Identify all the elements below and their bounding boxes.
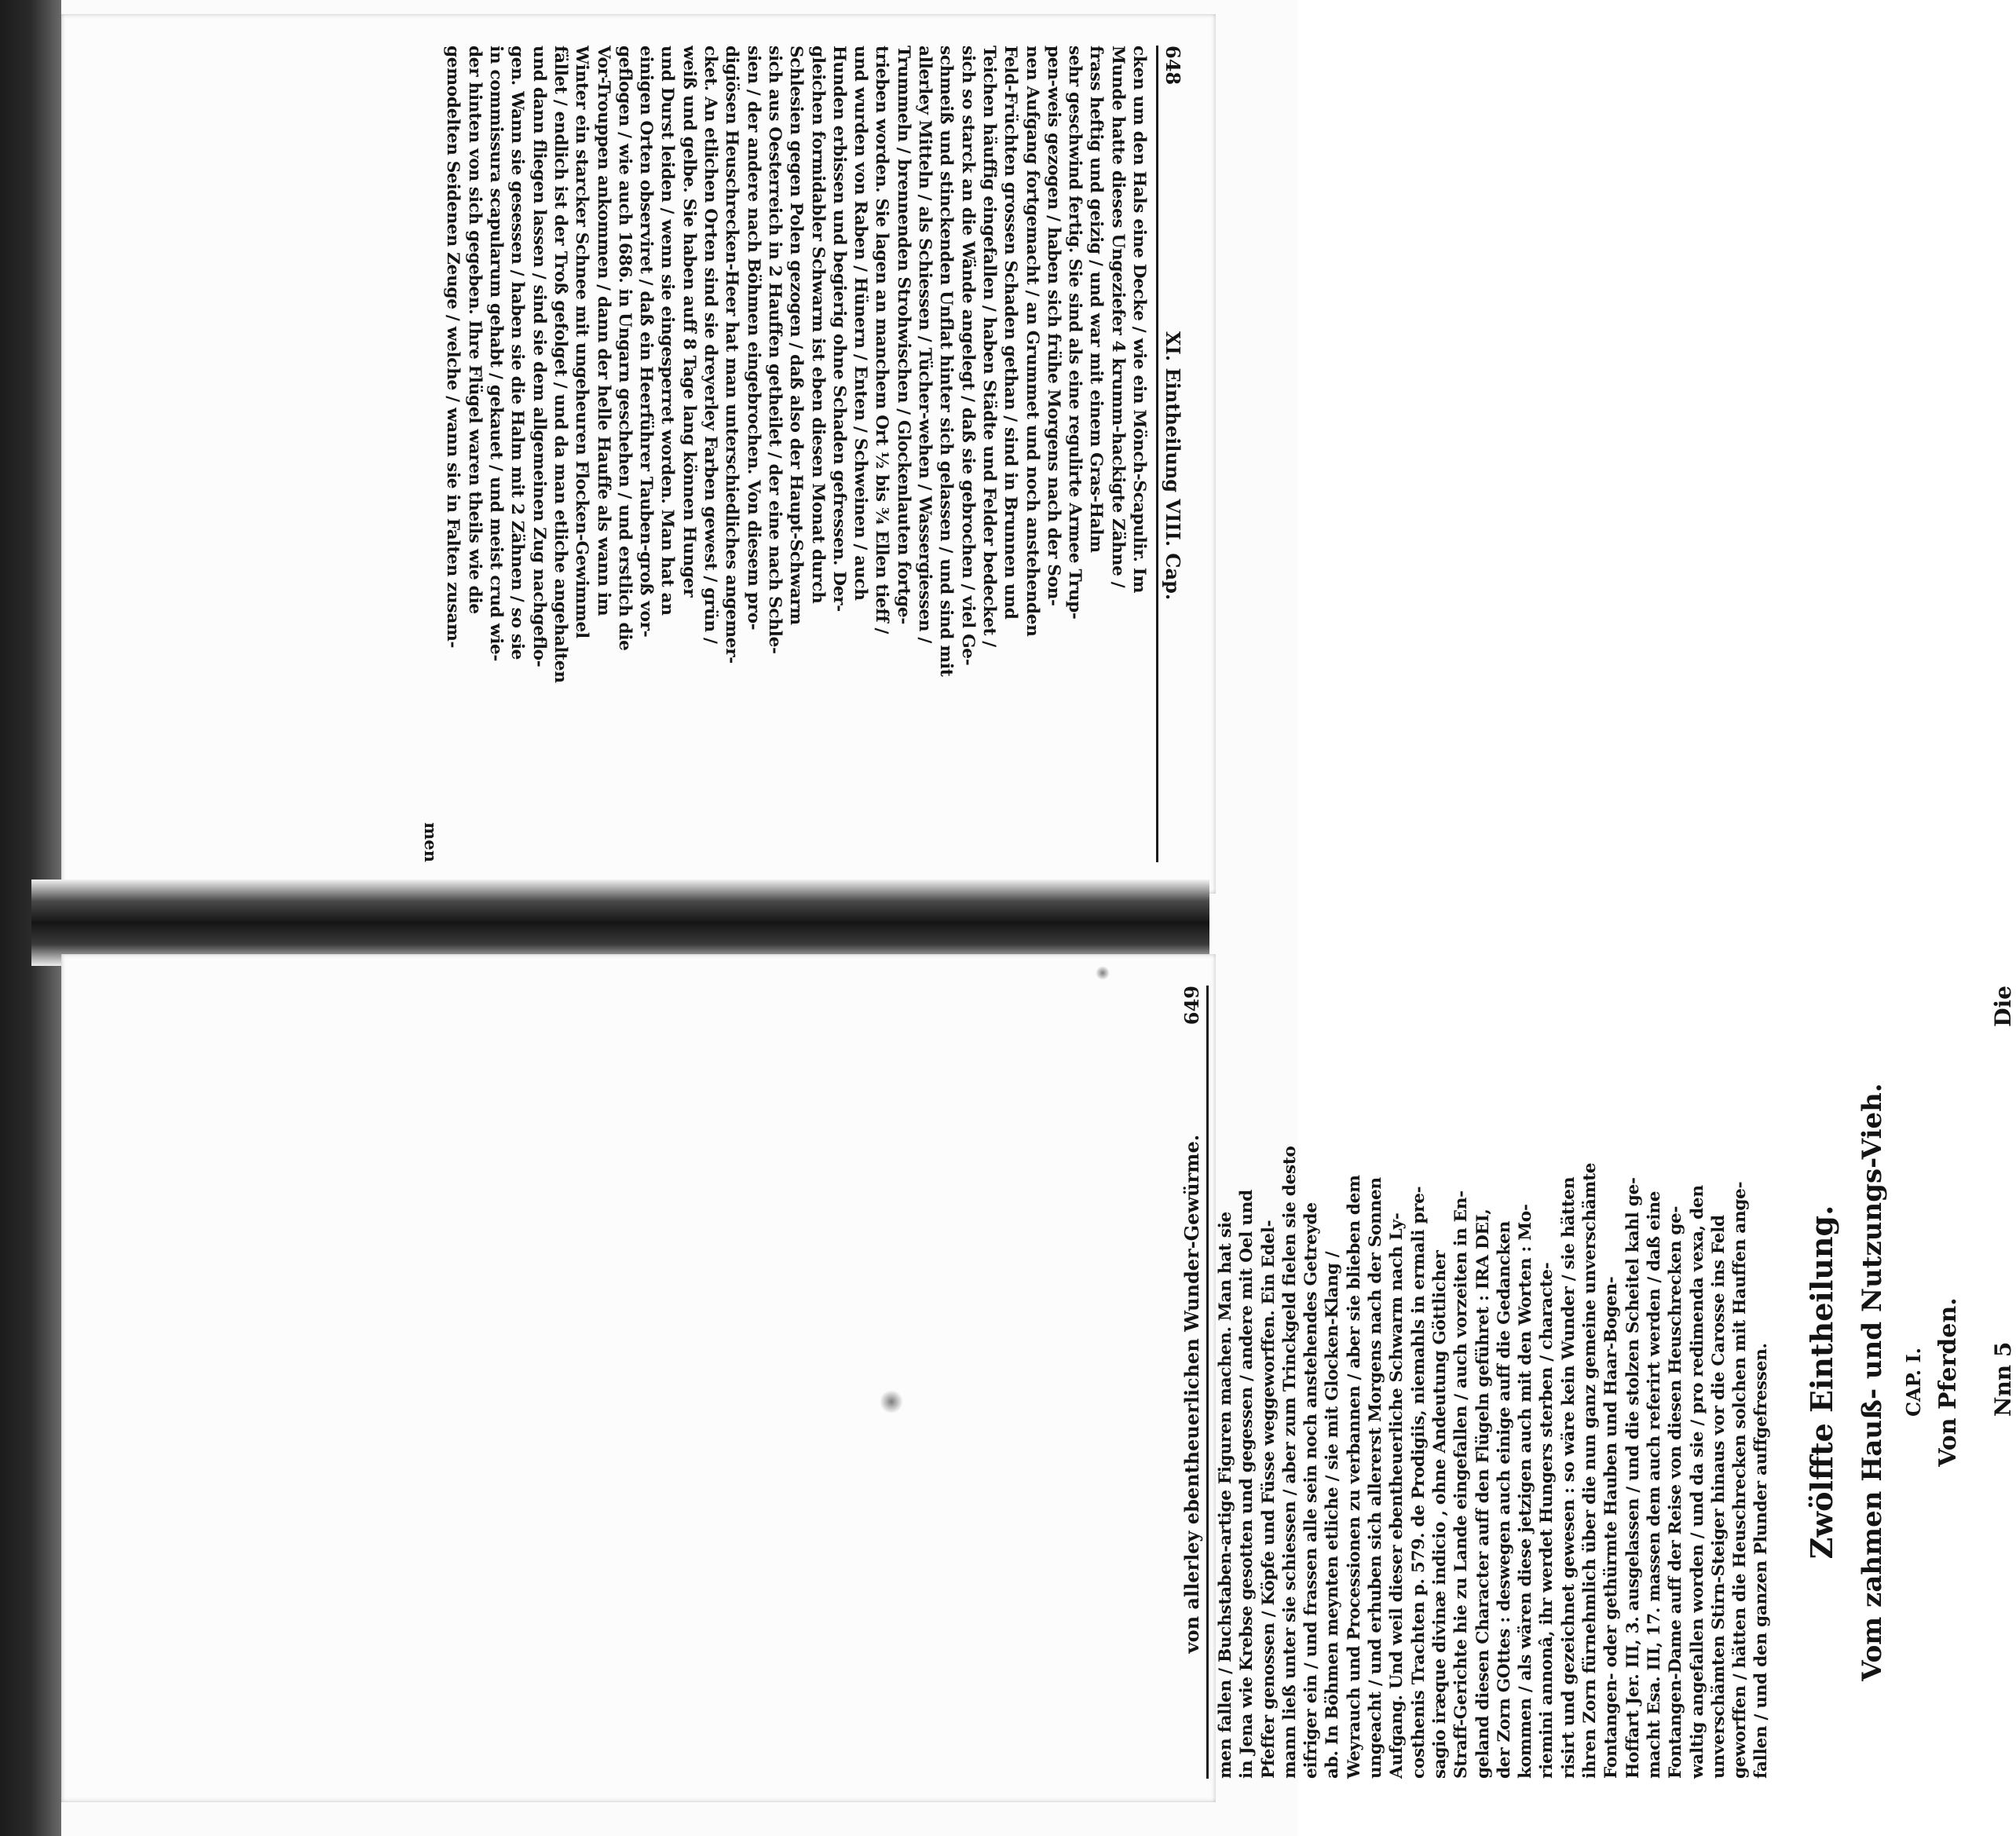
text-line: ihren Zorn fürnehmlich über die nun ganz gemeine unverschämte [1580,1162,1601,1779]
text-line: unverschämten Stirn-Steiger hinaus vor die Carosse ins Feld [1708,1215,1729,1779]
text-line: Hunden erbissen und begierig ohne Schaden gefressen. Der- [829,46,849,612]
text-line: cket. An etlichen Orten sind sie dreyerley Farben gewest / grün / [701,46,721,644]
text-line: ab. In Böhmen meynten etliche / sie mit Glocken-Klang / [1323,1251,1343,1779]
running-title-649: von allerley ebentheuerlichen Wunder-Gewürme. [1180,1134,1203,1654]
signature-mark: Nnn 5 [1989,1341,2016,1417]
text-line: schmeiß und stinckenden Unflat hinter sich gelassen / und sind mit [936,46,957,677]
text-line: der Zorn GOttes : deswegen auch einige auff die Gedancken [1494,1221,1514,1779]
text-line: geland diesen Character auff den Flügeln geführet : IRA DEI, [1473,1209,1493,1779]
text-line: Straff-Gerichte hie zu Lande eingefallen / auch vorzeiten in En- [1451,1190,1472,1779]
text-line: gleichen formidabler Schwarm ist eben diesen Monat durch [807,46,828,604]
text-line: trieben worden. Sie lagen an manchem Ort ½ bis ¾ Ellen tieff / [872,46,892,635]
section-subtitle: Vom zahmen Hauß- und Nutzungs-Vieh. [1856,1083,1888,1681]
text-line: und dann fliegen lassen / sind sie dem allgemeinen Zug nachgeflo- [529,46,549,667]
chapter-title: Von Pferden. [1934,1297,1962,1467]
page-number-648: 648 [1162,46,1184,86]
text-line: ungeacht / und erhuben sich allererst Morgens nach der Sonnen [1366,1177,1386,1779]
text-line: geworffen / hätten die Heuschrecken solchen mit Hauffen ange- [1730,1181,1751,1779]
text-line: sich aus Oesterreich in 2 Hauffen getheilet / der eine nach Schle- [764,46,785,654]
text-line: mann ließ unter sie schiessen / aber zum Trinckgeld fielen sie desto [1279,1146,1300,1779]
text-line: Pfeffer genossen / Köpfe und Füsse weggeworffen. Ein Edel- [1258,1220,1279,1779]
page-649-lines [1215,986,1773,1779]
text-line: gemodelten Seidenen Zeuge / welche / wann sie in Falten zusam- [443,46,463,649]
text-line: sich so starck an die Wände angelegt / daß sie gebrochen / viel Ge- [957,46,978,666]
page-648-text-block [421,46,1184,862]
page-number-649: 649 [1180,986,1203,1026]
text-line: pen-weis gezogen / haben sich frühe Morgens nach der Son- [1043,46,1063,606]
text-line: fallen / und den ganzen Plunder auffgefressen. [1751,1343,1772,1779]
text-line: riemini annonâ, ihr werdet Hungers sterben / characte- [1537,1262,1557,1779]
text-line: Feld-Früchten grossen Schaden gethan / sind in Brunnen und [1001,46,1021,620]
catchword-649: Die [1989,986,2016,1027]
text-line: eifriger ein / und frassen alle sein noch anstehendes Getreyde [1301,1202,1322,1779]
text-line: kommen / als wären diese jetzigen auch mit den Worten : Mo- [1516,1204,1536,1779]
text-line: Fontangen- oder gethürmte Hauben und Haar-Bogen- [1601,1276,1622,1779]
text-line: Aufgang. Und weil dieser ebentheuerliche Schwarm nach Ly- [1387,1212,1407,1779]
text-line: Fontangen-Dame auff der Reise von diesen Heuschrecken ge- [1666,1205,1686,1779]
book-gutter [31,880,1209,966]
text-line: Munde hatte dieses Ungeziefer 4 krumm-hackigte Zähne / [1107,46,1128,588]
text-line: gen. Wann sie gesessen / haben sie die Halm mit 2 Zähnen / so sie [507,46,528,660]
text-line: geflogen / wie auch 1686. in Ungarn geschehen / und erstlich die [614,46,635,651]
section-title: Zwölffte Eintheilung. [1803,1205,1839,1560]
text-line: Schlesien gegen Polen gezogen / daß also der Haupt-Schwarm [786,46,807,625]
text-line: macht Esa. III, 17. massen dem auch referirt werden / daß eine [1644,1190,1664,1779]
ink-smudge [880,1390,903,1414]
text-line: in commissura scapularum gehabt / gekauet / und meist crud wie- [486,46,507,662]
text-line: waltig angefallen worden / und da sie / pro redimenda vexa, den [1687,1185,1707,1779]
text-line: frass heftig und geizig / und war mit einem Gras-Halm [1086,46,1107,553]
page-648-lines [442,46,1150,862]
text-line: digiösen Heuschrecken-Heer hat man unterschiedliches angemer- [722,46,742,664]
text-line: allerley Mitteln / als Schiessen / Tücher-wehen / Wassergiessen / [915,46,935,643]
text-line: costhenis Trachten p. 579. de Prodigiis, niemahls in ermali pre- [1408,1186,1429,1779]
text-line: men fallen / Buchstaben-artige Figuren machen. Man hat sie [1216,1212,1235,1779]
page-649 [61,954,2016,1802]
text-line: Hoffart Jer. III, 3. ausgelassen / und die stolzen Scheitel kahl ge- [1623,1177,1643,1779]
text-line: Winter ein starcker Schnee mit ungeheuren Flocken-Gewimmel [572,46,592,638]
text-line: fället / endlich ist der Troß gefolget / und da man etliche angehalten [550,46,570,683]
running-title-648: XI. Eintheilung VIII. Cap. [1162,331,1184,601]
text-line: Trummeln / brennenden Strohwischen / Glockenlauten fortge- [893,46,913,625]
ink-smudge [1096,966,1110,980]
running-head-648 [1156,46,1184,862]
text-line: Teichen häuffig eingefallen / haben Städte und Felder bedecket / [979,46,999,647]
page-footer-649 [1990,986,2016,1779]
text-line: Weyrauch und Processionen zu verbannen / aber sie blieben dem [1344,1175,1364,1779]
text-line: nen Aufgang fortgemacht / an Grummet und noch anstehenden [1022,46,1042,637]
catchword-648: men [421,822,441,862]
text-line: sien / der andere nach Böhmen eingebrochen. Von diesem pro- [743,46,763,631]
running-head-649 [1180,986,1209,1779]
chapter-label: CAP. I. [1901,1347,1925,1417]
text-line: der hinten von sich gegeben. Ihre Flügel waren theils wie die [464,46,485,614]
text-line: Vor-Trouppen ankommen / dann der helle Hauffe als wann im [593,46,613,616]
text-line: weiß und gelbe. Sie haben auff 8 Tage lang können Hunger [679,46,699,598]
text-line: sagio iræque divinæ indicio , ohne Andeutung Göttlicher [1429,1250,1450,1779]
text-line: einigen Orten observiret / daß ein Heerführer Tauben-groß vor- [636,46,657,638]
text-line: und wurden von Raben / Hünern / Enten / Schweinen / auch [851,46,871,601]
text-line: sehr geschwind fertig. Sie sind als eine regulirte Armee Trup- [1065,46,1085,620]
page-649-text-block [1180,986,2016,1779]
text-line: in Jena wie Krebse gesotten und gegessen / andere mit Oel und [1237,1190,1257,1779]
text-line: cken um den Hals eine Decke / wie ein Mönch-Scapulir. Im [1129,46,1149,594]
text-line: risirt und gezeichnet gewesen : so wäre kein Wunder / sie hätten [1558,1176,1579,1779]
page-648 [61,14,1216,894]
text-line: und Durst leiden / wenn sie eingesperret worden. Man hat an [657,46,678,616]
